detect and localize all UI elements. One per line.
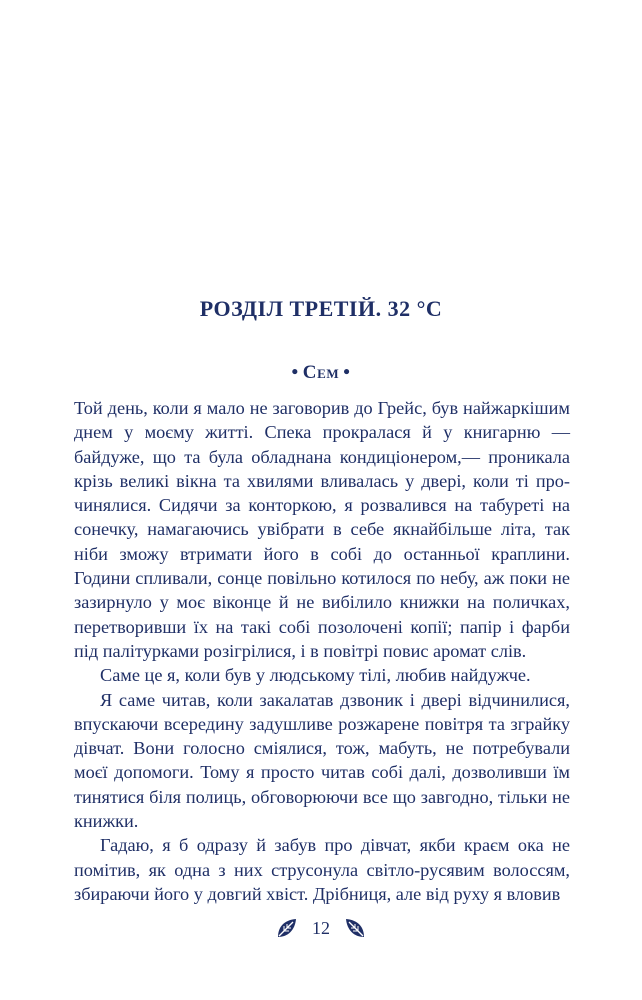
page-footer (0, 917, 642, 939)
paragraph-3: Я саме читав, коли закалатав дзвоник і двері відчинилися, впускаючи всередину задушливе розжарене повітря та зграйку дівчат. Вони голосно сміялися, тож, мабуть, не потребували моєї допомоги. Тому я просто читав собі далі, дозволивши їм тинятися біля полиць, обговорюючи все що завгодно, тільки не книжки. (74, 689, 570, 832)
chapter-title: РОЗДІЛ ТРЕТІЙ. 32 °C (199, 296, 443, 321)
page-number: 12 (312, 917, 330, 938)
paragraph-2: Саме це я, коли був у людському тілі, любив найдужче. (100, 665, 531, 686)
leaf-ornament-icon (276, 917, 298, 939)
paragraph-4: Гадаю, я б одразу й забув про дівчат, якби краєм ока не помітив, як одна з них струсонула світло-русявим волоссям, збираючи його у довгий хвіст. Дрібниця, але від руху я вловив (74, 835, 570, 904)
pov-heading (0, 362, 642, 384)
leaf-ornament-icon (344, 917, 366, 939)
pov-name: Сем (302, 362, 340, 383)
pov-bullet-left: • (291, 362, 299, 383)
body-text (74, 396, 570, 906)
pov-bullet-right: • (343, 362, 351, 383)
paragraph-1: Той день, коли я мало не заговорив до Грейс, був найжаркішим днем у моєму житті. Спека прокралася й у книгарню — байдуже, що та була обладнана кондиціонером,— проникала крізь великі вікна та хвилями вливалась у двері, коли ті прочинялися. Сидячи за конторкою, я розвалився на табуреті на сонечку, намагаючись увібрати в себе якнайбільше літа, так ніби зможу втримати його в собі до останньої краплини. Години спливали, сонце повільно котилося по небу, аж поки не зазирнуло у моє віконце й не вибілило книжки на поличках, перетворивши їх на такі собі позолочені копії; папір і фарби під палітурками розігрілися, і в повітрі повис аромат слів. (74, 398, 570, 661)
